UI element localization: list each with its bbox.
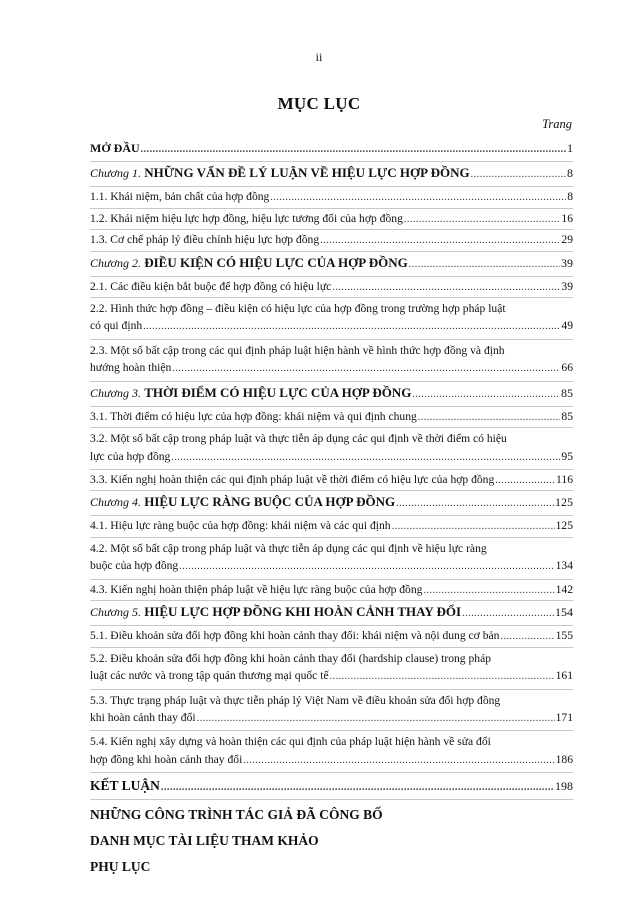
entry-title-line-1: 2.2. Hình thức hợp đồng – điều kiện có hiệu lực của hợp đồng trong trường hợp pháp luật — [90, 302, 506, 315]
entry-page: 186 — [555, 752, 573, 766]
leader-dots — [495, 472, 555, 490]
toc-title: MỤC LỤC — [277, 94, 361, 113]
leader-dots — [270, 189, 566, 207]
toc-entry-conclusion[interactable] — [90, 775, 573, 800]
toc-entry-references[interactable] — [90, 829, 573, 852]
leader-dots — [320, 232, 560, 250]
toc-entry-3-2[interactable] — [90, 428, 573, 470]
entry-page: 154 — [555, 605, 573, 620]
chapter-title: THỜI ĐIỂM CÓ HIỆU LỰC CỦA HỢP ĐỒNG — [144, 384, 412, 400]
entry-title-line-2: hợp đồng khi hoàn cảnh thay đổi — [90, 752, 243, 766]
leader-dots — [332, 279, 560, 297]
table-of-contents — [90, 137, 573, 878]
entry-title: 1.1. Khái niệm, bản chất của hợp đồng — [90, 190, 270, 203]
leader-dots — [418, 409, 561, 427]
chapter-number: Chương 2. — [90, 255, 141, 270]
entry-page: 66 — [561, 361, 573, 375]
leader-dots — [330, 668, 555, 685]
entry-page: 171 — [555, 710, 573, 724]
leader-dots — [172, 360, 560, 377]
entry-title: NHỮNG CÔNG TRÌNH TÁC GIẢ ĐÃ CÔNG BỐ — [90, 807, 383, 823]
leader-dots — [396, 494, 554, 514]
leader-dots — [392, 518, 555, 536]
entry-page: 29 — [561, 233, 573, 246]
entry-title: MỞ ĐẦU — [90, 141, 140, 155]
toc-entry-chapter-1[interactable] — [90, 162, 573, 187]
toc-entry-5-2[interactable] — [90, 648, 573, 690]
leader-dots — [471, 165, 566, 185]
chapter-title: ĐIỀU KIỆN CÓ HIỆU LỰC CỦA HỢP ĐỒNG — [144, 254, 408, 270]
entry-page: 95 — [561, 449, 573, 463]
entry-page: 85 — [561, 409, 573, 423]
leader-dots — [243, 752, 554, 769]
toc-entry-chapter-4[interactable] — [90, 491, 573, 516]
entry-page: 49 — [561, 319, 573, 333]
entry-title: 4.3. Kiến nghị hoàn thiện pháp luật về hiệu lực ràng buộc của hợp đồng — [90, 582, 423, 596]
chapter-title: HIỆU LỰC RÀNG BUỘC CỦA HỢP ĐỒNG — [144, 494, 396, 510]
entry-page: 8 — [567, 166, 573, 180]
entry-title: 1.2. Khái niệm hiệu lực hợp đồng, hiệu lực tương đối của hợp đồng — [90, 211, 403, 225]
entry-page: 8 — [567, 190, 573, 203]
entry-title-line-1: 2.3. Một số bất cập trong các qui định pháp luật hiện hành về hình thức hợp đồng và định — [90, 343, 505, 357]
toc-entry-chapter-3[interactable] — [90, 382, 573, 407]
entry-page: 1 — [567, 141, 573, 155]
entry-title: KẾT LUẬN — [90, 778, 160, 794]
toc-entry-4-3[interactable] — [90, 580, 573, 602]
entry-title-line-2: khi hoàn cảnh thay đổi — [90, 710, 196, 724]
chapter-number: Chương 3. — [90, 385, 141, 400]
toc-entry-chapter-5[interactable] — [90, 601, 573, 626]
entry-page: 134 — [555, 559, 573, 573]
entry-page: 39 — [561, 255, 573, 270]
toc-entry-1-1[interactable] — [90, 187, 573, 209]
toc-entry-3-3[interactable] — [90, 470, 573, 492]
leader-dots — [404, 211, 561, 229]
leader-dots — [171, 449, 560, 466]
leader-dots — [409, 255, 560, 275]
toc-entry-1-2[interactable] — [90, 209, 573, 231]
entry-title-line-2: luật các nước và trong tập quán thương mại quốc tế — [90, 669, 329, 683]
entry-page: 155 — [555, 629, 573, 643]
chapter-number: Chương 1. — [90, 166, 141, 180]
toc-entry-4-1[interactable] — [90, 516, 573, 538]
leader-dots — [141, 140, 566, 160]
page-number: ii — [315, 50, 323, 64]
entry-page: 85 — [561, 385, 573, 400]
toc-entry-appendix[interactable] — [90, 855, 573, 878]
entry-title-line-1: 5.3. Thực trạng pháp luật và thực tiễn pháp lý Việt Nam về điều khoản sửa đổi hợp đồng — [90, 693, 501, 707]
leader-dots — [143, 318, 560, 335]
toc-entry-5-4[interactable] — [90, 731, 573, 773]
leader-dots — [462, 604, 554, 624]
toc-entry-chapter-2[interactable] — [90, 252, 573, 277]
toc-entry-2-1[interactable] — [90, 277, 573, 299]
entry-title-line-1: 5.2. Điều khoản sửa đổi hợp đồng khi hoàn cảnh thay đổi (hardship clause) trong pháp — [90, 651, 492, 665]
chapter-title: NHỮNG VẤN ĐỀ LÝ LUẬN VỀ HIỆU LỰC HỢP ĐỒNG — [144, 165, 470, 180]
toc-entry-introduction[interactable] — [90, 137, 573, 162]
toc-entry-3-1[interactable] — [90, 407, 573, 429]
chapter-number: Chương 4. — [90, 495, 141, 510]
entry-title-line-1: 5.4. Kiến nghị xây dựng và hoàn thiện các qui định của pháp luật hiện hành về sửa đổi — [90, 735, 491, 749]
entry-page: 16 — [561, 211, 573, 225]
leader-dots — [161, 778, 554, 798]
entry-page: 125 — [555, 519, 573, 533]
entry-title: DANH MỤC TÀI LIỆU THAM KHẢO — [90, 833, 319, 849]
entry-title-line-1: 3.2. Một số bất cập trong pháp luật và thực tiễn áp dụng các qui định về thời điểm có hiệu — [90, 432, 507, 446]
leader-dots — [412, 385, 560, 405]
toc-entry-5-3[interactable] — [90, 690, 573, 732]
entry-title-line-2: có qui định — [90, 319, 143, 333]
entry-title: 4.1. Hiệu lực ràng buộc của hợp đồng: khái niệm và các qui định — [90, 519, 391, 533]
toc-entry-4-2[interactable] — [90, 538, 573, 580]
page-column-label: Trang — [542, 117, 572, 131]
entry-title: 3.1. Thời điểm có hiệu lực của hợp đồng: khái niệm và qui định chung — [90, 409, 417, 423]
entry-page: 142 — [555, 582, 573, 596]
leader-dots — [179, 558, 554, 575]
entry-page: 198 — [555, 779, 573, 794]
leader-dots — [423, 582, 554, 600]
toc-entry-1-3[interactable] — [90, 230, 573, 252]
entry-title: 2.1. Các điều kiện bắt buộc để hợp đồng có hiệu lực — [90, 279, 332, 293]
chapter-number: Chương 5. — [90, 605, 141, 620]
entry-title-line-2: buộc của hợp đồng — [90, 559, 179, 573]
entry-page: 125 — [555, 495, 573, 510]
chapter-title: HIỆU LỰC HỢP ĐỒNG KHI HOÀN CẢNH THAY ĐỔI — [144, 604, 462, 620]
entry-title-line-2: lực của hợp đồng — [90, 449, 171, 463]
leader-dots — [500, 628, 554, 646]
toc-entry-2-3[interactable] — [90, 340, 573, 382]
entry-title: 3.3. Kiến nghị hoàn thiện các qui định pháp luật về thời điểm có hiệu lực của hợp đồng — [90, 472, 495, 486]
entry-title: 5.1. Điều khoản sửa đổi hợp đồng khi hoàn cảnh thay đổi: khái niệm và nội dung cơ bản — [90, 629, 500, 643]
entry-page: 39 — [561, 279, 573, 293]
entry-title: PHỤ LỤC — [90, 859, 151, 875]
entry-title: 1.3. Cơ chế pháp lý điều chỉnh hiệu lực hợp đồng — [90, 233, 320, 246]
toc-entry-publications[interactable] — [90, 803, 573, 826]
toc-entry-2-2[interactable] — [90, 298, 573, 340]
leader-dots — [197, 710, 555, 727]
toc-entry-5-1[interactable] — [90, 626, 573, 648]
entry-page: 116 — [556, 472, 573, 486]
entry-title-line-2: hướng hoàn thiện — [90, 361, 172, 375]
entry-page: 161 — [555, 669, 573, 683]
entry-title-line-1: 4.2. Một số bất cập trong pháp luật và thực tiễn áp dụng các qui định về hiệu lực ràng — [90, 541, 487, 555]
